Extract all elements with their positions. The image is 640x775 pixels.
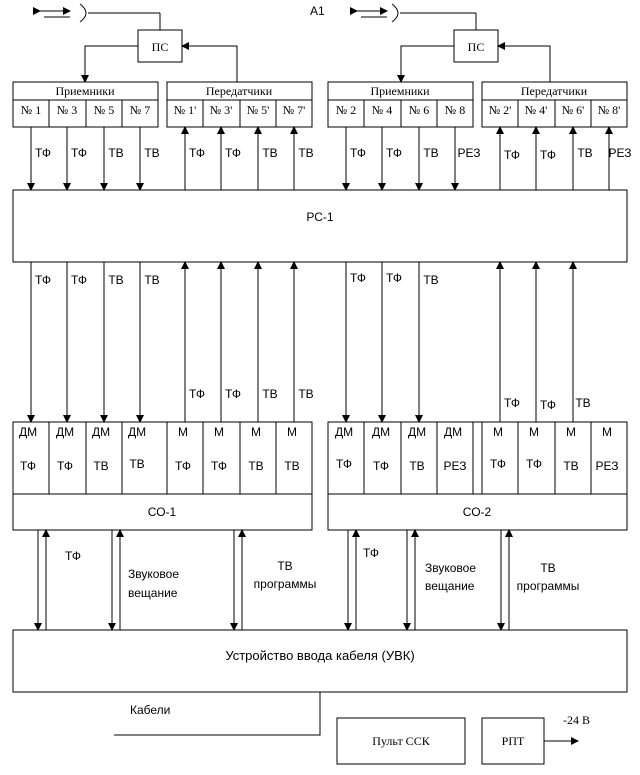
signal-label: ТФ bbox=[70, 273, 88, 287]
lower-sound-line2-2: вещание bbox=[425, 579, 475, 593]
lower-sound-line1: Звуковое bbox=[128, 567, 180, 581]
so-cell-bottom: ТФ bbox=[489, 457, 507, 471]
group-transmitters-2 bbox=[482, 82, 627, 127]
lower-tv-line2: программы bbox=[253, 577, 317, 591]
so-cell-bottom: ТФ bbox=[210, 459, 228, 473]
group-cell: № 2' bbox=[488, 103, 512, 117]
so-cell-top: ДМ bbox=[55, 425, 75, 439]
so-cell-bottom: ТВ bbox=[93, 459, 109, 473]
signal-label: ТФ bbox=[34, 146, 52, 160]
signal-label: ТВ bbox=[575, 396, 591, 410]
group-title: Приемники bbox=[370, 84, 430, 98]
signal-label: ТВ bbox=[108, 273, 124, 287]
ps-left-label: ПС bbox=[151, 40, 169, 54]
so-cell-top: М bbox=[287, 425, 297, 439]
mid-link-labels bbox=[35, 271, 591, 412]
group-cell: № 7 bbox=[129, 103, 151, 117]
so-cell-top: М bbox=[566, 425, 576, 439]
so-cell-top: М bbox=[214, 425, 224, 439]
group-cell: № 4 bbox=[371, 103, 393, 117]
group-cell: № 8 bbox=[444, 103, 466, 117]
voltage-label: -24 В bbox=[563, 713, 590, 727]
group-cell: № 8' bbox=[597, 103, 621, 117]
signal-label: ТВ bbox=[108, 146, 124, 160]
lower-tf-label: ТФ bbox=[65, 549, 82, 563]
so-cell-bottom: ТВ bbox=[129, 457, 145, 471]
lower-tv-line1: ТВ bbox=[277, 559, 293, 573]
so2-label: СО-2 bbox=[462, 505, 492, 519]
signal-label: ТВ bbox=[144, 146, 160, 160]
so-cell-top: М bbox=[602, 425, 612, 439]
so-cell-top: ДМ bbox=[127, 425, 147, 439]
so-cell-top: ДМ bbox=[443, 425, 463, 439]
group-cell: № 1 bbox=[20, 103, 42, 117]
group-cell: № 6 bbox=[408, 103, 430, 117]
so2-block bbox=[328, 422, 627, 530]
so-cell-bottom: РЕЗ bbox=[443, 459, 467, 473]
top-link-labels bbox=[35, 146, 632, 162]
signal-label: ТФ bbox=[188, 387, 206, 401]
so-cell-bottom: ТФ bbox=[56, 459, 74, 473]
so1-block bbox=[13, 422, 312, 530]
signal-label: ТФ bbox=[385, 271, 403, 285]
group-receivers-2 bbox=[328, 82, 473, 127]
group-cell: № 7' bbox=[282, 103, 306, 117]
signal-label: ТВ bbox=[423, 146, 439, 160]
so-cell-bottom: ТВ bbox=[409, 459, 425, 473]
so-cell-top: М bbox=[178, 425, 188, 439]
group-cell: № 3' bbox=[209, 103, 233, 117]
uvk-label: Устройство ввода кабеля (УВК) bbox=[225, 648, 415, 663]
lower-sound-line2: вещание bbox=[128, 586, 178, 600]
so-cell-bottom: ТВ bbox=[248, 459, 264, 473]
so-cell-top: М bbox=[251, 425, 261, 439]
signal-label: РЕЗ bbox=[608, 146, 632, 160]
so-cell-top: ДМ bbox=[334, 425, 354, 439]
group-cell: № 6' bbox=[561, 103, 585, 117]
group-title: Приемники bbox=[55, 84, 115, 98]
signal-label: ТВ bbox=[298, 387, 314, 401]
lower-link-labels bbox=[65, 546, 579, 600]
group-cell: № 5 bbox=[93, 103, 115, 117]
lower-tf-label-2: ТФ bbox=[363, 546, 380, 560]
signal-label: ТВ bbox=[577, 146, 593, 160]
group-receivers-1 bbox=[13, 82, 158, 127]
signal-label: ТВ bbox=[144, 273, 160, 287]
so-cell-bottom: ТВ bbox=[563, 459, 579, 473]
signal-label: ТФ bbox=[34, 273, 52, 287]
signal-label: ТВ bbox=[262, 387, 278, 401]
signal-label: ТФ bbox=[349, 271, 367, 285]
signal-label: ТФ bbox=[539, 148, 557, 162]
so-cell-top: ДМ bbox=[371, 425, 391, 439]
group-title: Передатчики bbox=[205, 84, 273, 98]
so-cell-bottom: ТФ bbox=[372, 459, 390, 473]
group-cell: № 5' bbox=[246, 103, 270, 117]
signal-label: ТФ bbox=[503, 148, 521, 162]
signal-label: ТФ bbox=[539, 398, 557, 412]
so-cell-top: ДМ bbox=[407, 425, 427, 439]
rs1-label: РС-1 bbox=[306, 210, 334, 224]
ps-right-label: ПС bbox=[467, 40, 485, 54]
antenna-right bbox=[357, 4, 476, 30]
rpt-label: РПТ bbox=[501, 734, 525, 748]
signal-label: ТФ bbox=[349, 146, 367, 160]
signal-label: ТФ bbox=[385, 146, 403, 160]
cables-label: Кабели bbox=[130, 703, 171, 717]
signal-label: РЕЗ bbox=[457, 146, 481, 160]
signal-label: ТФ bbox=[188, 146, 206, 160]
signal-label: ТВ bbox=[262, 146, 278, 160]
signal-label: ТФ bbox=[70, 146, 88, 160]
antenna-label: A1 bbox=[310, 4, 325, 18]
lower-tv-line1-2: ТВ bbox=[540, 561, 556, 575]
signal-label: ТФ bbox=[224, 146, 242, 160]
group-cell: № 4' bbox=[524, 103, 548, 117]
group-cell: № 3 bbox=[56, 103, 78, 117]
so-cell-top: ДМ bbox=[91, 425, 111, 439]
rs1-box bbox=[13, 190, 627, 262]
so1-label: СО-1 bbox=[147, 505, 177, 519]
so-cell-top: М bbox=[493, 425, 503, 439]
so-cell-top: М bbox=[529, 425, 539, 439]
group-cell: № 2 bbox=[335, 103, 357, 117]
lower-tv-line2-2: программы bbox=[516, 579, 580, 593]
so-cell-bottom: ТФ bbox=[525, 457, 543, 471]
lower-sound-line1-2: Звуковое bbox=[425, 561, 477, 575]
signal-label: ТВ bbox=[423, 273, 439, 287]
so-cell-bottom: РЕЗ bbox=[595, 459, 619, 473]
signal-label: ТФ bbox=[224, 387, 242, 401]
so-cell-bottom: ТФ bbox=[335, 457, 353, 471]
group-cell: № 1' bbox=[173, 103, 197, 117]
antenna-left bbox=[40, 4, 160, 30]
signal-label: ТФ bbox=[503, 396, 521, 410]
group-title: Передатчики bbox=[520, 84, 588, 98]
group-transmitters-1 bbox=[167, 82, 312, 127]
pult-label: Пульт ССК bbox=[372, 734, 430, 748]
signal-label: ТВ bbox=[298, 146, 314, 160]
so-cell-bottom: ТФ bbox=[174, 459, 192, 473]
so-cell-top: ДМ bbox=[18, 425, 38, 439]
so-cell-bottom: ТФ bbox=[19, 459, 37, 473]
so-cell-bottom: ТВ bbox=[284, 459, 300, 473]
